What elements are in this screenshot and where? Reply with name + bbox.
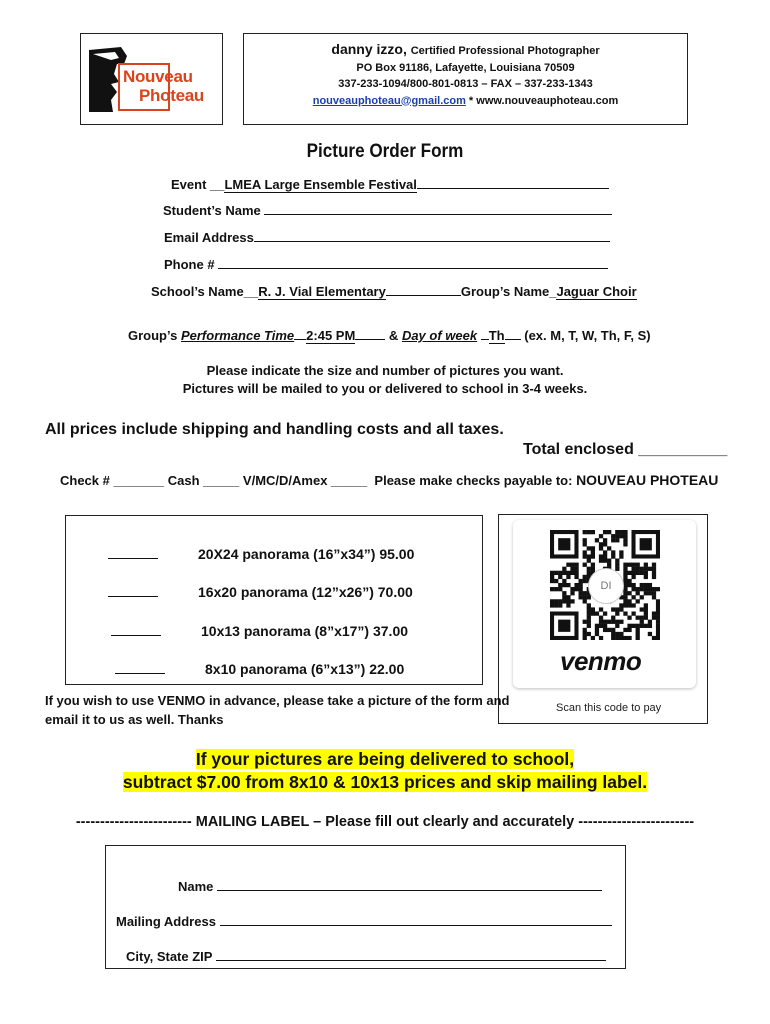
logo-text-2: Photeau (139, 86, 204, 105)
event-blank[interactable] (417, 176, 609, 189)
mail-name-label: Name (178, 879, 214, 894)
perf-time-tail (355, 327, 385, 340)
quantity-field[interactable] (108, 583, 158, 597)
phones: 337-233-1094/800-801-0813 – FAX – 337-233-1343 (338, 78, 593, 90)
instructions-line-2: Pictures will be mailed to you or delivered to school in 3-4 weeks. (182, 381, 588, 396)
price-item-label: 16x20 panorama (12”x26”) 70.00 (198, 584, 413, 600)
price-item (111, 622, 408, 639)
photographer-name: danny izzo, (331, 41, 407, 57)
mail-address-label: Mailing Address (116, 914, 216, 929)
amp: & (385, 328, 402, 343)
event-row (171, 176, 609, 193)
mail-city-label: City, State ZIP (126, 949, 213, 964)
venmo-note-line-2: email it to us as well. Thanks (45, 712, 224, 727)
day-label: Day of week (401, 328, 478, 343)
mail-city-field[interactable] (216, 948, 606, 961)
price-item (108, 545, 414, 562)
venmo-logo: venmo (560, 646, 642, 676)
perf-prefix: Group’s (128, 328, 181, 343)
scan-caption: Scan this code to pay (556, 702, 662, 714)
card-field[interactable]: V/MC/D/Amex _____ (242, 473, 368, 488)
performance-row (128, 327, 651, 344)
payable-name: NOUVEAU PHOTEAU (576, 472, 719, 488)
payable-label: Please make checks payable to: (374, 473, 573, 488)
instructions (0, 362, 770, 398)
logo-text-1: Nouveau (123, 67, 193, 86)
price-list (65, 515, 483, 685)
mail-city-row (126, 948, 606, 964)
price-item (115, 660, 404, 677)
day-value[interactable]: Th (488, 328, 505, 343)
email-link[interactable]: nouveauphoteau@gmail.com (312, 94, 466, 107)
address: PO Box 91186, Lafayette, Louisiana 70509 (356, 61, 575, 74)
quantity-field[interactable] (108, 545, 158, 559)
price-item-label: 8x10 panorama (6”x13”) 22.00 (205, 661, 405, 677)
price-item-label: 10x13 panorama (8”x17”) 37.00 (201, 623, 409, 639)
all-prices-note: All prices include shipping and handling costs and all taxes. (45, 421, 504, 438)
school-label: School’s Name__ (151, 284, 259, 299)
student-name-field[interactable] (264, 202, 612, 215)
website: * www.nouveauphoteau.com (465, 94, 619, 107)
delivery-line-1: If your pictures are being delivered to school, (195, 749, 575, 769)
mail-address-field[interactable] (220, 913, 612, 926)
perf-time-gap (294, 327, 306, 340)
email-field[interactable] (254, 229, 610, 242)
instructions-line-1: Please indicate the size and number of pictures you want. (206, 363, 564, 378)
contact-header (243, 33, 688, 125)
page-title: Picture Order Form (306, 141, 464, 162)
price-item (108, 583, 413, 600)
mail-name-field[interactable] (217, 878, 602, 891)
delivery-notice (0, 748, 770, 794)
group-value[interactable]: Jaguar Choir (556, 284, 637, 299)
day-tail (505, 327, 521, 340)
venmo-note-line-1: If you wish to use VENMO in advance, please take a picture of the form and (45, 693, 510, 708)
quantity-field[interactable] (115, 660, 165, 674)
price-item-label: 20X24 panorama (16”x34”) 95.00 (198, 546, 415, 562)
mailing-label-heading: ------------------------ MAILING LABEL – Please fill out clearly and accurately ------------------------ (75, 814, 695, 830)
email-row (164, 229, 610, 245)
day-gap (481, 327, 489, 340)
cash-field[interactable]: Cash _____ (167, 473, 240, 488)
delivery-line-2: subtract $7.00 from 8x10 & 10x13 prices and skip mailing label. (122, 772, 648, 792)
avatar: DI (588, 568, 624, 604)
photographer-title: Certified Professional Photographer (410, 45, 600, 57)
group-label: Group’s Name_ (460, 284, 557, 299)
total-enclosed[interactable]: Total enclosed __________ (523, 441, 728, 458)
venmo-note (45, 691, 510, 729)
event-value[interactable]: LMEA Large Ensemble Festival (224, 177, 417, 192)
event-label: Event __ (171, 177, 225, 192)
perf-time-label: Performance Time (180, 328, 295, 343)
phone-field[interactable] (218, 256, 608, 269)
quantity-field[interactable] (111, 622, 161, 636)
school-row (151, 283, 637, 300)
phone-label: Phone # (164, 257, 215, 272)
logo (80, 33, 223, 125)
check-field[interactable]: Check # _______ (60, 473, 165, 488)
mail-address-row (116, 913, 612, 929)
student-label: Student’s Name (163, 203, 261, 218)
phone-row (164, 256, 608, 272)
school-blank[interactable] (386, 283, 461, 296)
student-row (163, 202, 612, 218)
perf-time-value[interactable]: 2:45 PM (306, 328, 356, 343)
school-value[interactable]: R. J. Vial Elementary (258, 284, 386, 299)
day-hint: (ex. M, T, W, Th, F, S) (524, 328, 651, 343)
mail-name-row (178, 878, 602, 894)
payment-row (60, 472, 718, 488)
email-label: Email Address (164, 230, 254, 245)
mailing-label-box (105, 845, 626, 969)
